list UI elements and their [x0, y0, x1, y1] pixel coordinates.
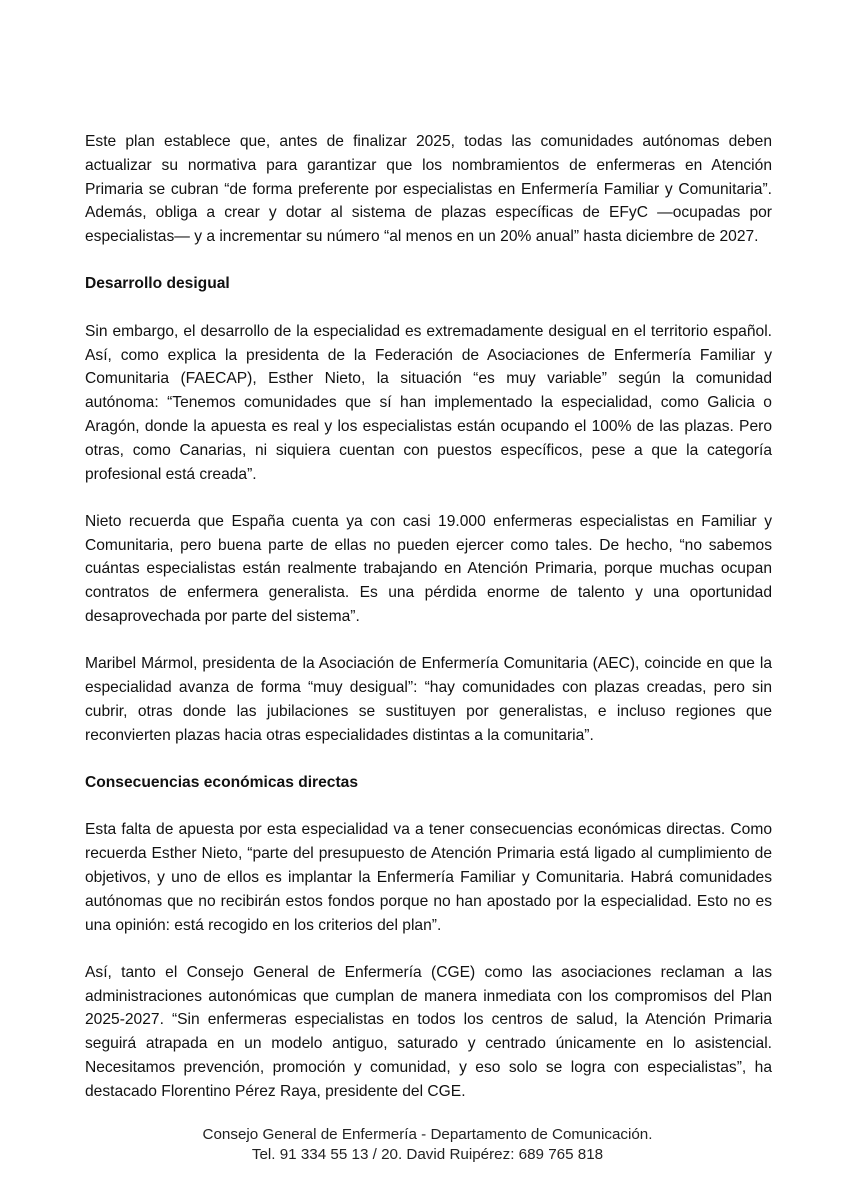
- paragraph-marmol: Maribel Mármol, presidenta de la Asociación de Enfermería Comunitaria (AEC), coincide en que la especialidad avanza de forma “muy desigual”: “hay comunidades con plazas creadas, pero sin cubrir, otras donde las jubilaciones se sustituyen por generalistas, e incluso regiones que reconvierten plazas hacia otras especialidades distintas a la comunitaria”.: [85, 655, 772, 744]
- footer-contact: Tel. 91 334 55 13 / 20. David Ruipérez: 689 765 818: [251, 1145, 604, 1163]
- paragraph-plan: Este plan establece que, antes de finalizar 2025, todas las comunidades autónomas deben actualizar su normativa para garantizar que los nombramientos de enfermeras en Atención Primaria se cubran “de forma preferente por especialistas en Enfermería Familiar y Comunitaria”. Además, obliga a crear y dotar al sistema de plazas específicas de EFyC —ocupadas por especialistas— y a incrementar su número “al menos en un 20% anual” hasta diciembre de 2027.: [85, 133, 772, 246]
- article-body: [85, 130, 772, 1104]
- page-footer: [0, 1125, 855, 1164]
- heading-desarrollo-desigual: Desarrollo desigual: [85, 275, 230, 293]
- paragraph-desarrollo: Sin embargo, el desarrollo de la especialidad es extremadamente desigual en el territorio español. Así, como explica la presidenta de la Federación de Asociaciones de Enfermería Familiar y Comunitaria (FAECAP), Esther Nieto, la situación “es muy variable” según la comunidad autónoma: “Tenemos comunidades que sí han implementado la especialidad, como Galicia o Aragón, donde la apuesta es real y los especialistas están ocupando el 100% de las plazas. Pero otras, como Canarias, ni siquiera cuentan con puestos específicos, pese a que la categoría profesional está creada”.: [85, 322, 772, 483]
- heading-consecuencias: Consecuencias económicas directas: [85, 774, 359, 792]
- paragraph-nieto: Nieto recuerda que España cuenta ya con casi 19.000 enfermeras especialistas en Familiar y Comunitaria, pero buena parte de ellas no pueden ejercer como tales. De hecho, “no sabemos cuántas especialistas están realmente trabajando en Atención Primaria, porque muchas ocupan contratos de enfermera generalista. Es una pérdida enorme de talento y una oportunidad desaprovechada por parte del sistema”.: [85, 512, 772, 626]
- footer-organization: Consejo General de Enfermería - Departamento de Comunicación.: [202, 1126, 653, 1143]
- paragraph-consecuencias: Esta falta de apuesta por esta especialidad va a tener consecuencias económicas directas. Como recuerda Esther Nieto, “parte del presupuesto de Atención Primaria está ligado al cumplimiento de objetivos, y uno de ellos es implantar la Enfermería Familiar y Comunitaria. Habrá comunidades autónomas que no recibirán estos fondos porque no han apostado por la especialidad. Esto no es una opinión: está recogido en los criterios del plan”.: [85, 821, 772, 934]
- paragraph-cge: Así, tanto el Consejo General de Enfermería (CGE) como las asociaciones reclaman a las administraciones autonómicas que cumplan de manera inmediata con los compromisos del Plan 2025-2027. “Sin enfermeras especialistas en todos los centros de salud, la Atención Primaria seguirá atrapada en un modelo antiguo, saturado y centrado únicamente en lo asistencial. Necesitamos prevención, promoción y comunidad, y eso solo se logra con especialistas”, ha destacado Florentino Pérez Raya, presidente del CGE.: [85, 963, 772, 1100]
